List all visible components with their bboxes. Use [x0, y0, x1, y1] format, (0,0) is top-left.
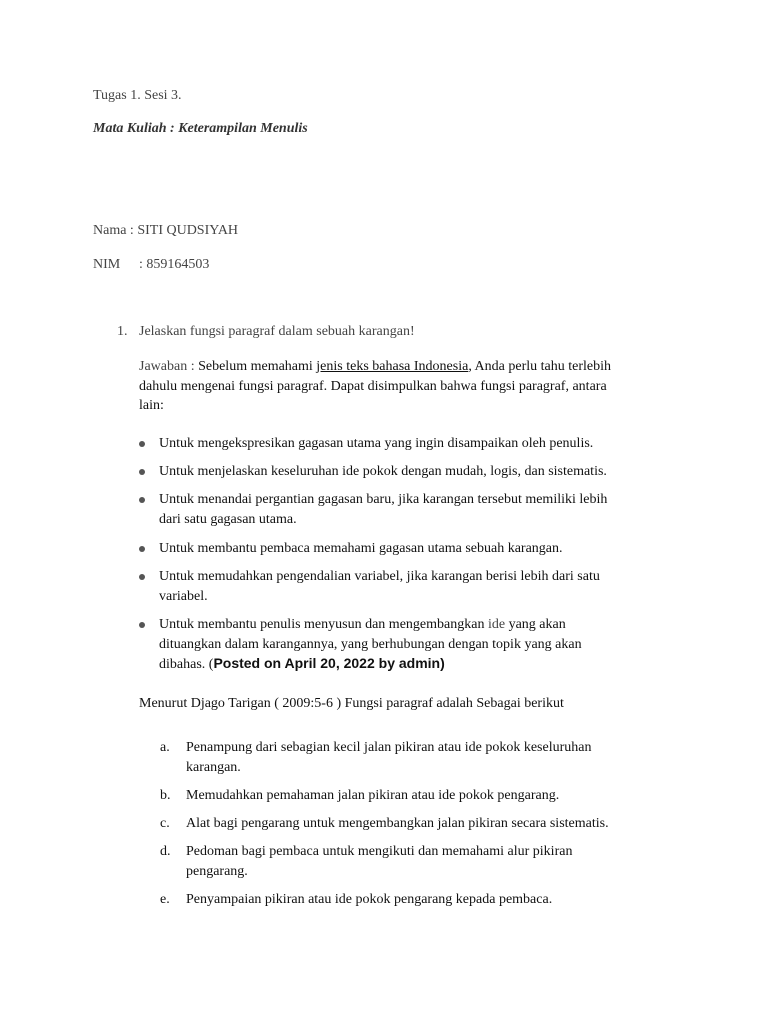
list-marker: b.: [160, 788, 171, 803]
list-text: [186, 738, 656, 777]
bullet-line-part: dibahas. (: [159, 657, 214, 672]
bullet-text: [159, 567, 659, 606]
list-text: Memudahkan pemahaman jalan pikiran atau ide pokok pengarang.: [186, 788, 560, 803]
bullet-icon: [139, 497, 145, 503]
bullet-text: Untuk membantu pembaca memahami gagasan utama sebuah karangan.: [159, 541, 563, 556]
list-line: Pedoman bagi pembaca untuk mengikuti dan memahami alur pikiran: [186, 844, 573, 859]
list-text: Penyampaian pikiran atau ide pokok pengarang kepada pembaca.: [186, 892, 553, 907]
bullet-line: Untuk memudahkan pengendalian variabel, jika karangan berisi lebih dari satu: [159, 569, 600, 584]
list-line: pengarang.: [186, 863, 248, 879]
jenis-teks-link[interactable]: jenis teks bahasa Indonesia: [316, 359, 469, 374]
bullet-icon: [139, 441, 145, 447]
answer-intro-part2: , Anda perlu tahu terlebih: [468, 359, 611, 374]
bullet-line: dari satu gagasan utama.: [159, 511, 297, 527]
bullet-text: [159, 490, 659, 529]
ide-link[interactable]: ide: [487, 617, 506, 632]
list-line: Penampung dari sebagian kecil jalan pikiran atau ide pokok keseluruhan: [186, 740, 592, 755]
question-number: 1.: [117, 324, 128, 339]
nim-label: NIM: [93, 257, 121, 272]
bullet-line-part: yang akan: [505, 617, 566, 632]
bullet-line: dituangkan dalam karangannya, yang berhubungan dengan topik yang akan: [159, 636, 582, 652]
nim-value: : 859164503: [139, 257, 210, 272]
bullet-text: Untuk menjelaskan keseluruhan ide pokok dengan mudah, logis, dan sistematis.: [159, 464, 607, 479]
bullet-line: variabel.: [159, 588, 208, 604]
list-text: [186, 842, 656, 881]
bullet-line-part: Untuk membantu penulis menyusun dan mengembangkan: [159, 617, 488, 632]
list-marker: e.: [160, 892, 170, 907]
answer-intro-part1: Sebelum memahami: [194, 359, 317, 374]
list-text: Alat bagi pengarang untuk mengembangkan jalan pikiran secara sistematis.: [186, 816, 609, 831]
bullet-icon: [139, 574, 145, 580]
question-text: Jelaskan fungsi paragraf dalam sebuah karangan!: [139, 324, 415, 339]
list-line: karangan.: [186, 759, 241, 775]
tarigan-intro: Menurut Djago Tarigan ( 2009:5-6 ) Fungsi paragraf adalah Sebagai berikut: [139, 696, 564, 711]
answer-paragraph: [139, 357, 679, 416]
bullet-icon: [139, 546, 145, 552]
bullet-line: Untuk menandai pergantian gagasan baru, jika karangan tersebut memiliki lebih: [159, 492, 608, 507]
student-name: Nama : SITI QUDSIYAH: [93, 223, 239, 238]
list-marker: d.: [160, 844, 171, 859]
bullet-icon: [139, 469, 145, 475]
bullet-icon: [139, 622, 145, 628]
answer-intro-line2: dahulu mengenai fungsi paragraf. Dapat disimpulkan bahwa fungsi paragraf, antara: [139, 378, 607, 394]
posted-credit: Posted on April 20, 2022 by admin): [213, 655, 445, 671]
answer-label: Jawaban :: [139, 359, 195, 374]
task-heading: Tugas 1. Sesi 3.: [93, 88, 182, 103]
list-marker: c.: [160, 816, 170, 831]
answer-intro-line3: lain:: [139, 398, 164, 413]
bullet-text: Untuk mengekspresikan gagasan utama yang ingin disampaikan oleh penulis.: [159, 436, 594, 451]
course-title: Mata Kuliah : Keterampilan Menulis: [93, 121, 308, 136]
list-marker: a.: [160, 740, 170, 755]
bullet-text: [159, 615, 659, 675]
